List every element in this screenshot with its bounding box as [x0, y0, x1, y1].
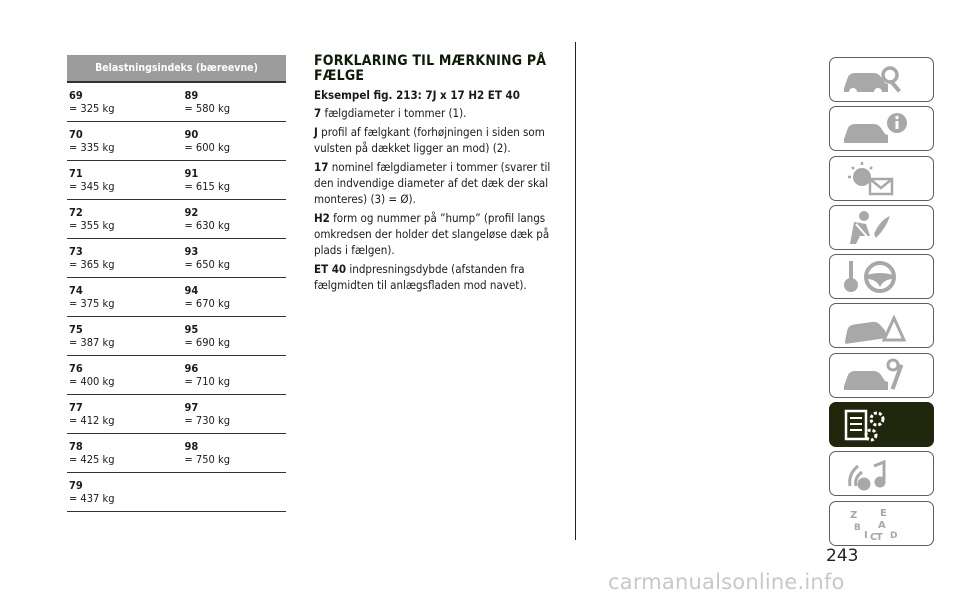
right-cell — [171, 167, 287, 199]
tab-warning-lights[interactable] — [829, 156, 934, 201]
left-cell — [67, 362, 171, 394]
load-capacity: = 387 kg — [69, 336, 115, 349]
load-index: 69 — [69, 89, 83, 102]
load-capacity: = 600 kg — [184, 141, 230, 154]
tab-multimedia[interactable] — [829, 451, 934, 496]
car-info-icon — [840, 111, 924, 147]
definition-key: 17 — [314, 160, 329, 174]
definition-item — [314, 159, 564, 207]
example-reference: Eksempel fig. 213: 7J x 17 H2 ET 40 — [314, 88, 520, 102]
seat-airbag-icon — [840, 210, 924, 246]
load-capacity: = 425 kg — [69, 453, 115, 466]
definition-text: form og nummer på ”hump” (profil langs omkredsen der holder det slangeløse dæk på plads i fælgen). — [314, 211, 550, 257]
technical-data-icon — [840, 407, 924, 443]
warning-light-message-icon — [840, 161, 924, 197]
load-capacity: = 670 kg — [184, 297, 230, 310]
section-title-line-1: FORKLARING TIL MÆRKNING PÅ — [314, 53, 547, 69]
column-divider — [575, 42, 576, 540]
rim-marking-section — [314, 54, 564, 293]
svg-text:Z: Z — [850, 509, 858, 521]
table-row — [67, 161, 286, 200]
left-cell — [67, 440, 171, 472]
svg-text:D: D — [890, 530, 898, 541]
definition-key: ET 40 — [314, 262, 347, 276]
table-row — [67, 317, 286, 356]
page-number: 243 — [826, 546, 859, 566]
load-index: 91 — [184, 167, 199, 180]
left-cell — [67, 401, 171, 433]
load-index-table — [67, 55, 286, 512]
tab-maintenance[interactable] — [829, 353, 934, 398]
table-row — [67, 434, 286, 473]
tab-car-search[interactable] — [829, 57, 934, 102]
load-index: 70 — [69, 128, 83, 141]
definition-text: nominel fælgdiameter i tommer (svarer til den indvendige diameter af det dæk der skal monteres) (3) = Ø). — [314, 160, 551, 206]
load-capacity: = 437 kg — [69, 492, 115, 505]
left-cell — [67, 284, 171, 316]
load-capacity: = 650 kg — [184, 258, 230, 271]
definition-item — [314, 261, 564, 293]
load-capacity: = 730 kg — [184, 414, 230, 427]
section-title-line-2: FÆLGE — [314, 68, 365, 84]
table-row — [67, 239, 286, 278]
right-cell — [171, 128, 287, 160]
definition-text: profil af fælgkant (forhøjningen i siden som vulsten på dækket ligger an mod) (2). — [314, 125, 545, 155]
svg-text:B: B — [854, 522, 861, 533]
key-steering-wheel-icon — [840, 259, 924, 295]
right-cell — [171, 323, 287, 355]
load-index: 75 — [69, 323, 83, 336]
left-cell — [67, 89, 171, 121]
alphabetical-index-icon — [840, 506, 924, 542]
table-row — [67, 122, 286, 161]
table-header: Belastningsindeks (bæreevne) — [67, 55, 286, 83]
load-capacity: = 335 kg — [69, 141, 115, 154]
table-row — [67, 395, 286, 434]
load-index: 72 — [69, 206, 83, 219]
load-index: 76 — [69, 362, 83, 375]
left-cell — [67, 323, 171, 355]
left-cell — [67, 245, 171, 277]
load-index: 77 — [69, 401, 83, 414]
definition-item — [314, 105, 564, 121]
definition-item — [314, 124, 564, 156]
load-capacity: = 365 kg — [69, 258, 115, 271]
tab-index[interactable] — [829, 501, 934, 546]
load-capacity: = 615 kg — [184, 180, 230, 193]
load-capacity: = 710 kg — [184, 375, 230, 388]
table-body — [67, 83, 286, 512]
right-cell — [171, 284, 287, 316]
right-cell — [171, 245, 287, 277]
load-capacity: = 345 kg — [69, 180, 115, 193]
definition-list — [314, 105, 564, 293]
section-title — [314, 54, 564, 84]
load-index: 89 — [184, 89, 199, 102]
svg-text:I: I — [864, 529, 868, 541]
load-index: 71 — [69, 167, 83, 180]
load-index: 92 — [184, 206, 199, 219]
watermark: carmanualsonline.info — [608, 570, 845, 594]
multimedia-icon — [840, 456, 924, 492]
load-capacity: = 750 kg — [184, 453, 230, 466]
table-row — [67, 278, 286, 317]
car-hazard-icon — [840, 308, 924, 344]
load-capacity: = 580 kg — [184, 102, 230, 115]
right-cell — [171, 206, 287, 238]
load-capacity: = 355 kg — [69, 219, 115, 232]
load-index: 73 — [69, 245, 83, 258]
left-cell — [67, 206, 171, 238]
table-row — [67, 83, 286, 122]
left-cell — [67, 128, 171, 160]
load-capacity: = 325 kg — [69, 102, 115, 115]
right-cell — [171, 362, 287, 394]
load-index: 78 — [69, 440, 83, 453]
load-capacity: = 400 kg — [69, 375, 115, 388]
load-index: 98 — [184, 440, 199, 453]
chapter-tabs — [829, 57, 936, 550]
tab-car-info[interactable] — [829, 106, 934, 151]
load-index: 79 — [69, 479, 83, 492]
load-index: 96 — [184, 362, 199, 375]
car-wrench-icon — [840, 358, 924, 394]
definition-key: 7 — [314, 106, 322, 120]
definition-text: fælgdiameter i tommer (1). — [321, 106, 467, 120]
definition-text: indpresningsdybde (afstanden fra fælgmidten til anlægsfladen mod navet). — [314, 262, 527, 292]
right-cell — [171, 401, 287, 433]
tab-technical-data[interactable] — [829, 402, 934, 447]
definition-key: J — [314, 125, 318, 139]
load-index: 74 — [69, 284, 83, 297]
table-row — [67, 473, 286, 512]
load-capacity: = 412 kg — [69, 414, 115, 427]
right-cell — [171, 440, 287, 472]
load-capacity: = 690 kg — [184, 336, 230, 349]
tab-emergency[interactable] — [829, 303, 934, 348]
right-cell — [171, 479, 287, 511]
table-row — [67, 200, 286, 239]
left-cell — [67, 479, 171, 511]
svg-text:E: E — [880, 507, 887, 519]
right-cell — [171, 89, 287, 121]
table-row — [67, 356, 286, 395]
load-index: 97 — [184, 401, 199, 414]
load-index: 95 — [184, 323, 199, 336]
svg-text:C: C — [870, 531, 878, 542]
load-index: 93 — [184, 245, 199, 258]
svg-text:A: A — [878, 519, 886, 531]
load-index: 94 — [184, 284, 199, 297]
definition-key: H2 — [314, 211, 330, 225]
tab-starting-driving[interactable] — [829, 254, 934, 299]
load-capacity: = 630 kg — [184, 219, 230, 232]
car-search-icon — [840, 62, 924, 98]
load-capacity: = 375 kg — [69, 297, 115, 310]
left-cell — [67, 167, 171, 199]
load-index: 90 — [184, 128, 199, 141]
definition-item — [314, 210, 564, 258]
tab-safety[interactable] — [829, 205, 934, 250]
svg-text:T: T — [876, 531, 883, 542]
